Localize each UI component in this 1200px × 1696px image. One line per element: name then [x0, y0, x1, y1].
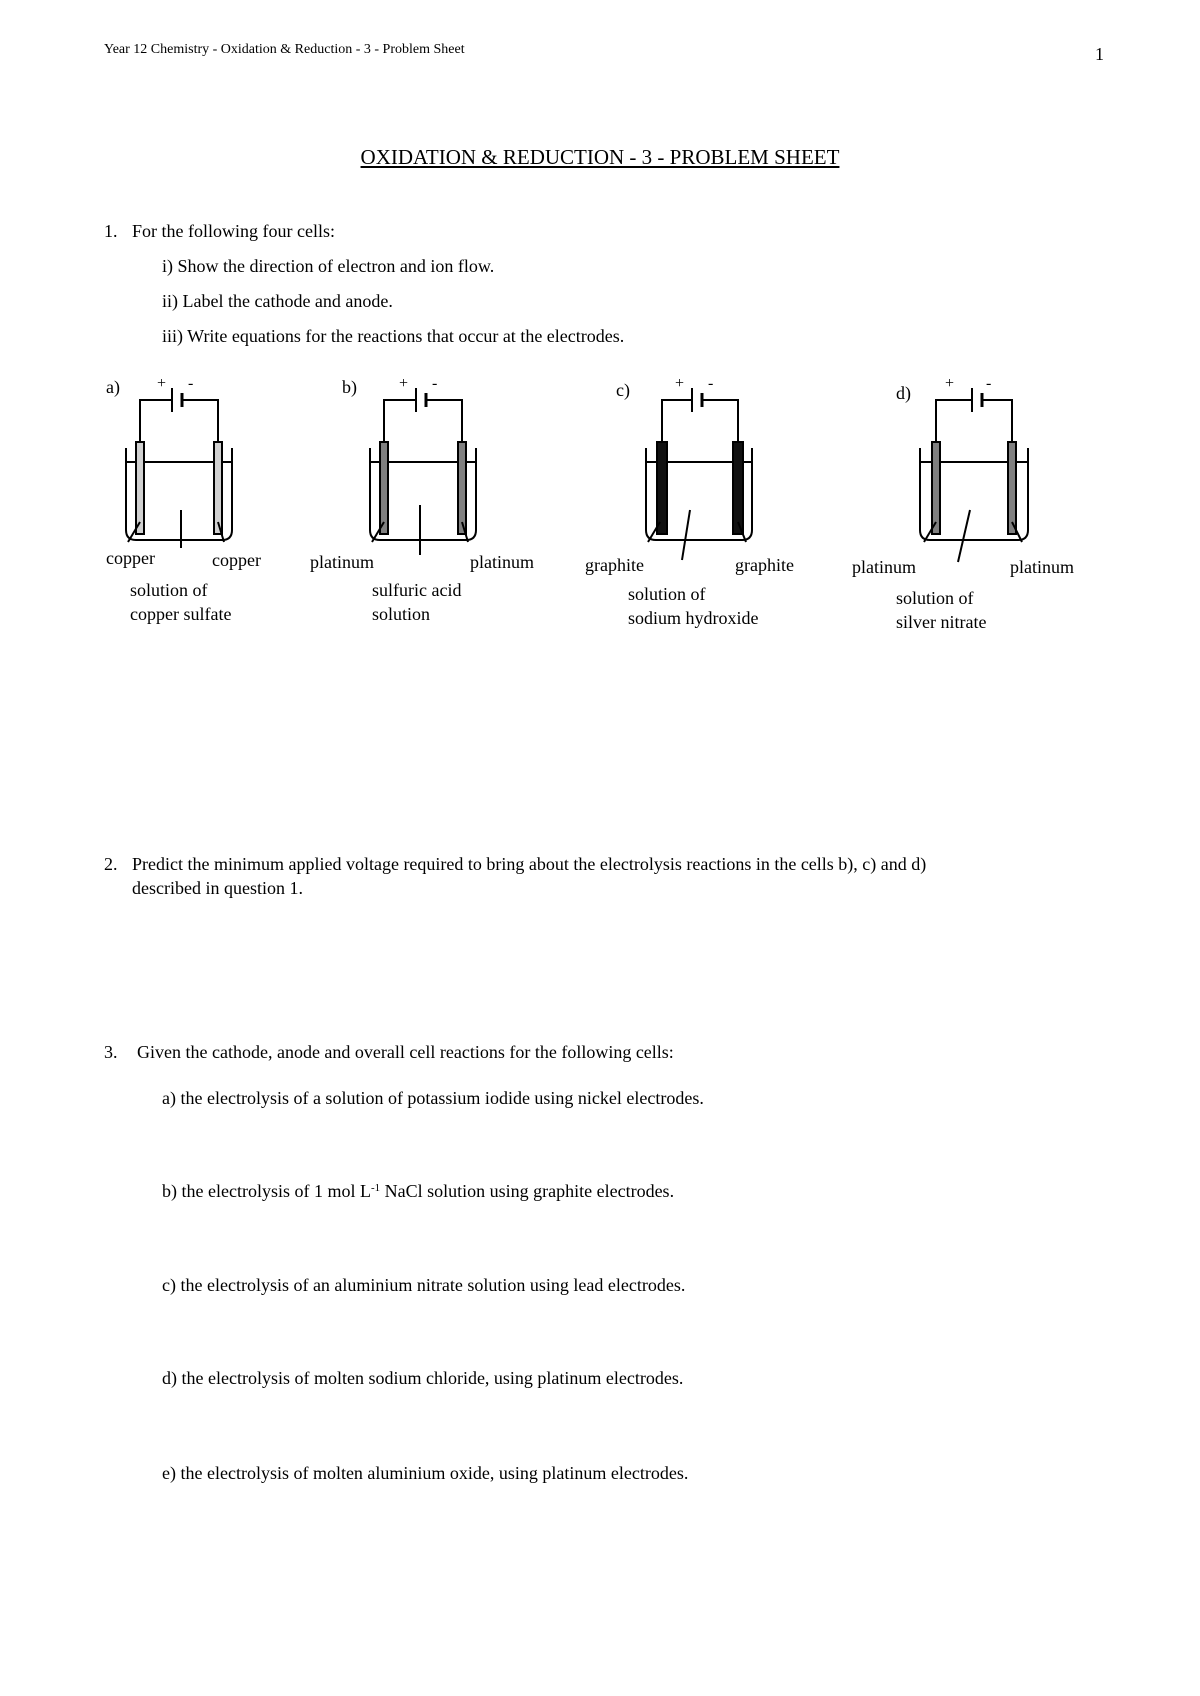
cell-c-letter: c) — [616, 380, 630, 400]
cell-d-left-electrode — [932, 442, 940, 534]
page-title: OXIDATION & REDUCTION - 3 - PROBLEM SHEET — [360, 145, 840, 169]
cell-d-solution-line1: solution of — [896, 588, 974, 608]
q3-part-b-pre: b) the electrolysis of 1 mol L — [162, 1181, 371, 1201]
cell-a-plus: + — [157, 375, 167, 392]
q3-number: 3. — [104, 1042, 118, 1062]
cell-d-letter: d) — [896, 383, 911, 403]
cell-c-left-label: graphite — [585, 555, 644, 575]
cell-a-right-electrode — [214, 442, 222, 534]
cell-b-solution-line2: solution — [372, 604, 431, 624]
q3-part-e: e) the electrolysis of molten aluminium oxide, using platinum electrodes. — [162, 1463, 689, 1483]
cell-c-wire-right — [702, 400, 738, 442]
cell-b-solution-line1: sulfuric acid — [372, 580, 462, 600]
q1-number: 1. — [104, 221, 118, 241]
cell-c-solution-line2: sodium hydroxide — [628, 608, 759, 628]
cell-c-plus: + — [675, 375, 685, 392]
cell-b-wire-right — [426, 400, 462, 442]
cell-d-plus: + — [945, 375, 955, 392]
q1-text: For the following four cells: — [132, 221, 335, 241]
cell-b-right-label: platinum — [470, 552, 534, 572]
q2-line1: Predict the minimum applied voltage required to bring about the electrolysis reactions in the cells b), c) and d) — [132, 854, 927, 874]
cell-c-left-electrode — [657, 442, 667, 534]
cell-d-diagram — [918, 370, 1038, 570]
cell-c-right-electrode — [733, 442, 743, 534]
q3-part-b — [162, 1181, 674, 1202]
q3-part-a: a) the electrolysis of a solution of potassium iodide using nickel electrodes. — [162, 1088, 704, 1108]
cell-d-wire-right — [982, 400, 1012, 442]
cell-a-left-electrode — [136, 442, 144, 534]
q3-part-c: c) the electrolysis of an aluminium nitrate solution using lead electrodes. — [162, 1275, 686, 1295]
cell-c-minus: - — [708, 375, 714, 392]
q1-part-iii: iii) Write equations for the reactions that occur at the electrodes. — [162, 326, 625, 346]
q3-part-b-sup: -1 — [370, 1182, 381, 1194]
cell-b-left-electrode — [380, 442, 388, 534]
cell-d-wire-left — [936, 400, 972, 442]
cell-c-right-label: graphite — [735, 555, 794, 575]
cell-b-left-label: platinum — [310, 552, 374, 572]
q2-number: 2. — [104, 854, 118, 874]
cell-b-minus: - — [432, 375, 438, 392]
cell-a-left-label: copper — [106, 548, 155, 568]
q1-part-ii: ii) Label the cathode and anode. — [162, 291, 393, 311]
cell-d-left-label: platinum — [852, 557, 916, 577]
cell-c-solution-pointer — [682, 510, 690, 560]
cell-c-wire-left — [662, 400, 692, 442]
cell-d-right-electrode — [1008, 442, 1016, 534]
cell-d-solution-pointer — [958, 510, 970, 562]
cell-a-right-label: copper — [212, 550, 261, 570]
cell-b-diagram — [364, 370, 484, 550]
q2-line2: described in question 1. — [132, 878, 303, 898]
cell-c-solution-line1: solution of — [628, 584, 706, 604]
q3-part-b-post: NaCl solution using graphite electrodes. — [380, 1181, 675, 1201]
cell-a-letter: a) — [106, 377, 120, 397]
cell-a-solution-line1: solution of — [130, 580, 208, 600]
cell-b-right-electrode — [458, 442, 466, 534]
cell-a-minus: - — [188, 375, 194, 392]
cell-a-wire-left — [140, 400, 172, 442]
cell-d-solution-line2: silver nitrate — [896, 612, 987, 632]
cell-a-solution-line2: copper sulfate — [130, 604, 232, 624]
page-number: 1 — [1095, 44, 1104, 64]
cell-b-plus: + — [399, 375, 409, 392]
cell-d-minus: - — [986, 375, 992, 392]
cell-c-diagram — [642, 370, 762, 570]
cell-b-wire-left — [384, 400, 416, 442]
q3-text: Given the cathode, anode and overall cell reactions for the following cells: — [137, 1042, 674, 1062]
cell-b-letter: b) — [342, 377, 357, 397]
cell-a-diagram — [120, 370, 240, 550]
cell-a-wire-right — [182, 400, 218, 442]
q3-part-d: d) the electrolysis of molten sodium chloride, using platinum electrodes. — [162, 1368, 684, 1388]
running-header: Year 12 Chemistry - Oxidation & Reduction - 3 - Problem Sheet — [104, 42, 465, 57]
cell-d-right-label: platinum — [1010, 557, 1074, 577]
q1-part-i: i) Show the direction of electron and ion flow. — [162, 256, 495, 276]
